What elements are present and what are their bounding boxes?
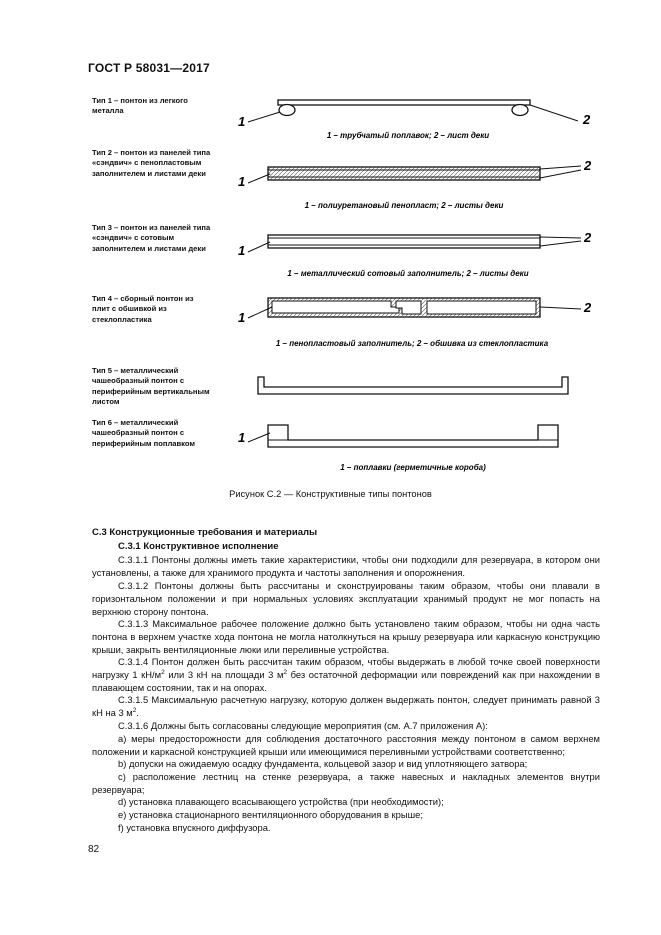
type-4-legend: 1 – пенопластовый заполнитель; 2 – обшивка из стеклопластика: [275, 339, 549, 348]
type-6-callout-1: 1: [238, 430, 246, 445]
type-3-label: Тип 3 – понтон из панелей типа «сэндвич» с сотовым заполнителем и листами деки: [92, 223, 211, 253]
type-1-callout-2: 2: [583, 112, 591, 127]
type-5-diagram: [258, 377, 568, 394]
type-1-left-float: [279, 105, 295, 116]
document-code: ГОСТ Р 58031—2017: [88, 61, 210, 75]
list-item-a: a) меры предосторожности для соблюдения достаточного расстояния между понтоном в самом верхнем положении и каркасной конструкцией крыши или имеющимися переливными устройствами соответственно;: [92, 733, 600, 757]
list-item-e: e) установка стационарного вентиляционного оборудования в крыше;: [118, 809, 423, 820]
type-2-legend: 1 – полиуретановый пенопласт; 2 – листы деки: [304, 201, 504, 210]
type-1-callout-1: 1: [238, 114, 246, 129]
type-4-callout-2: 2: [584, 300, 592, 315]
type-4-callout-1: 1: [238, 310, 246, 325]
type-6-diagram: [238, 425, 558, 472]
type-3-sandwich-panel: [268, 235, 540, 248]
type-3-callout-2: 2: [584, 230, 592, 245]
list-item-b: b) допуски на ожидаемую осадку фундамента, кольцевой зазор и вид уплотняющего затвора;: [118, 758, 528, 769]
pontoon-types-figure: [226, 88, 616, 483]
type-5-label: Тип 5 – металлический чашеобразный понтон с периферийным вертикальным листом: [92, 366, 210, 407]
paragraph-c311: С.3.1.1 Понтоны должны иметь такие характеристики, чтобы они подходили для резервуара, в котором они установлены, а также для хранимого продукта и частоты заполнения и опорожнения.: [92, 554, 600, 578]
type-1-diagram: [238, 100, 591, 140]
type-1-label: Тип 1 – понтон из легкого металла: [92, 96, 188, 116]
paragraph-c315: С.3.1.5 Максимальную расчетную нагрузку, которую должен выдержать понтон, следует принимать равной 3 кН на 3 $м^2$.: [92, 694, 600, 718]
paragraph-c314: С.3.1.4 Понтон должен быть рассчитан таким образом, чтобы выдержать в любой точке своей поверхности нагрузку 1 $кН/м^2$ или 3 кН на площади 3 $м^2$ без остаточной деформации или повреждений как при нахождении в плавающем состоянии, так и на опорах.: [92, 656, 600, 693]
type-4-diagram: [238, 298, 592, 348]
type-1-legend: 1 – трубчатый поплавок; 2 – лист деки: [326, 131, 490, 140]
type-2-diagram: [238, 158, 592, 210]
type-6-legend: 1 – поплавки (герметичные короба): [340, 463, 486, 472]
type-2-label: Тип 2 – понтон из панелей типа «сэндвич» с пенопластовым заполнителем и листами деки: [92, 148, 211, 178]
page-number: 82: [88, 844, 100, 855]
type-5-bowl-pontoon: [258, 377, 568, 394]
type-2-callout-1: 1: [238, 174, 246, 189]
type-1-right-float: [512, 105, 528, 116]
list-item-d: d) установка плавающего всасывающего устройства (при необходимости);: [118, 796, 444, 807]
paragraph-c312: С.3.1.2 Понтоны должны быть рассчитаны и сконструированы таким образом, чтобы они плавали в горизонтальном положении и при нормальных условиях эксплуатации хранимый продукт не мог попасть на верхнюю сторону понтона.: [92, 580, 600, 617]
type-2-sandwich-panel: [268, 167, 540, 180]
paragraph-c313: С.3.1.3 Максимальное рабочее положение должно быть установлено таким образом, чтобы ни одна часть понтона в верхнем участке хода понтона не могла натолкнуться на крышу резервуара или каркасную конструкцию крыши, закрыть вентиляционные люки или переливные устройства.: [92, 618, 600, 655]
type-1-deck-sheet: [278, 100, 530, 105]
list-item-f: f) установка впускного диффузора.: [118, 822, 271, 833]
paragraph-c316: С.3.1.6 Должны быть согласованы следующие мероприятия (см. А.7 приложения А):: [118, 720, 488, 731]
section-title: С.3 Конструкционные требования и материалы: [92, 527, 318, 538]
type-2-callout-2: 2: [584, 158, 592, 173]
type-3-legend: 1 – металлический сотовый заполнитель; 2 – листы деки: [287, 269, 529, 278]
subsection-title: С.3.1 Конструктивное исполнение: [118, 541, 279, 552]
figure-caption: Рисунок С.2 — Конструктивные типы понтонов: [229, 489, 432, 499]
type-6-label: Тип 6 – металлический чашеобразный понтон с периферийным поплавком: [92, 418, 196, 448]
type-4-label: Тип 4 – сборный понтон из плит с обшивкой из стеклопластика: [92, 294, 194, 324]
type-3-diagram: [238, 230, 592, 278]
type-6-bowl-pontoon: [268, 425, 558, 447]
list-item-c: c) расположение лестниц на стенке резервуара, а также навесных и накладных элементов внутри резервуара;: [92, 771, 600, 795]
type-3-callout-1: 1: [238, 243, 246, 258]
